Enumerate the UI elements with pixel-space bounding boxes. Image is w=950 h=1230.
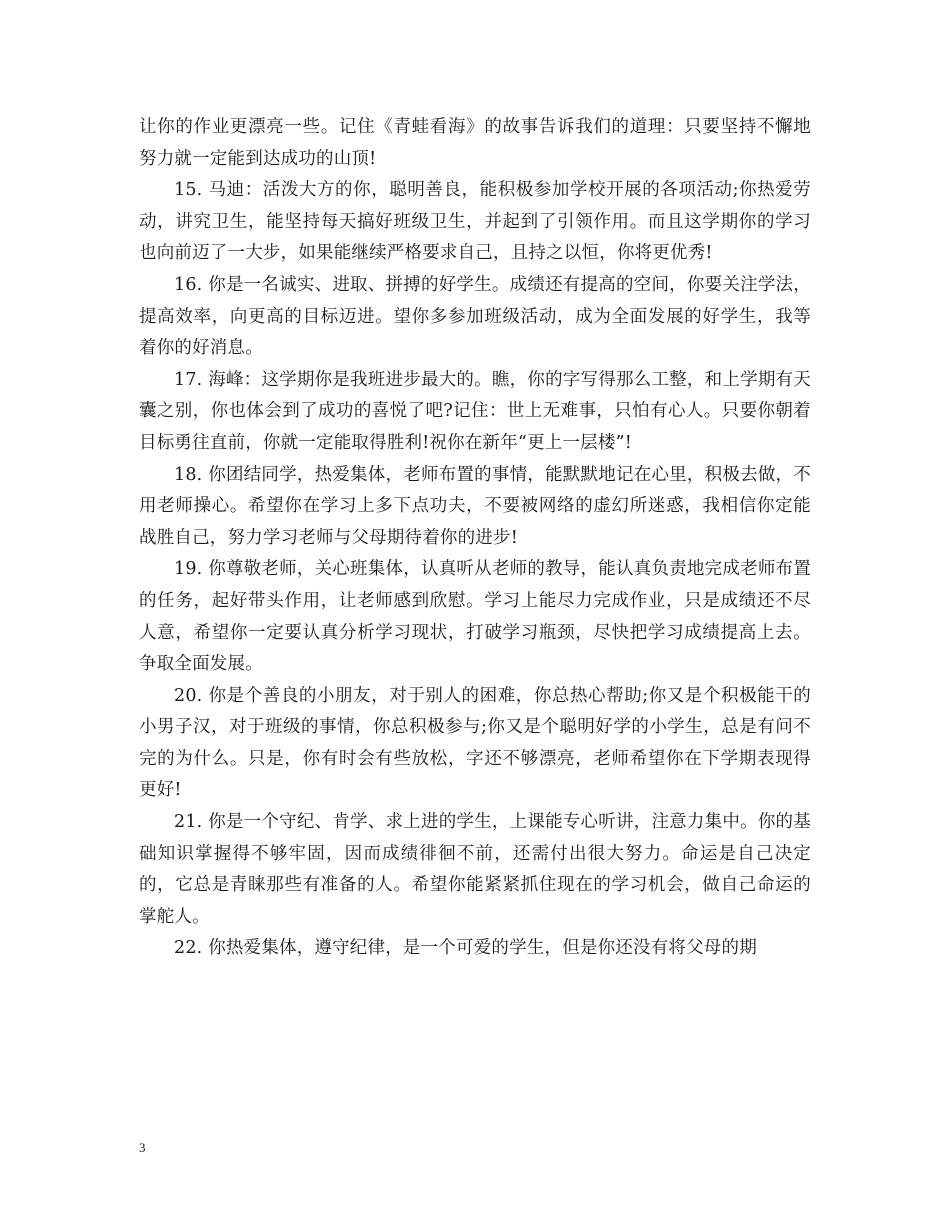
paragraph-item-16: 16. 你是一名诚实、进取、拼搏的好学生。成绩还有提高的空间，你要关注学法，提高效率，向更高的目标迈进。望你多参加班级活动，成为全面发展的好学生，我等着你的好消息。 — [139, 274, 811, 359]
paragraph-item-18: 18. 你团结同学，热爱集体，老师布置的事情，能默默地记在心里，积极去做，不用老师操心。希望你在学习上多下点功夫，不要被网络的虚幻所迷惑，我相信你定能战胜自己，努力学习老师与父母期待着你的进步! — [139, 464, 811, 548]
page-number: 3 — [139, 1140, 146, 1155]
paragraph-item-22: 22. 你热爱集体，遵守纪律，是一个可爱的学生，但是你还没有将父母的期 — [174, 938, 757, 959]
paragraph-item-19: 19. 你尊敬老师，关心班集体，认真听从老师的教导，能认真负责地完成老师布置的任务，起好带头作用，让老师感到欣慰。学习上能尽力完成作业，只是成绩还不尽人意，希望你一定要认真分析学习现状，打破学习瓶颈，尽快把学习成绩提高上去。争取全面发展。 — [139, 559, 811, 675]
paragraph-item-21: 21. 你是一个守纪、肯学、求上进的学生，上课能专心听讲，注意力集中。你的基础知识掌握得不够牢固，因而成绩徘徊不前，还需付出很大努力。命运是自己决定的，它总是青睐那些有准备的人。希望你能紧紧抓住现在的学习机会，做自己命运的掌舵人。 — [139, 812, 811, 927]
document-body — [139, 112, 811, 965]
paragraph-item-20: 20. 你是个善良的小朋友，对于别人的困难，你总热心帮助;你又是个积极能干的小男子汉，对于班级的事情，你总积极参与;你又是个聪明好学的小学生，总是有问不完的为什么。只是，你有时会有些放松，字还不够漂亮，老师希望你在下学期表现得更好! — [139, 685, 811, 801]
paragraph-item-15: 15. 马迪：活泼大方的你，聪明善良，能积极参加学校开展的各项活动;你热爱劳动，讲究卫生，能坚持每天搞好班级卫生，并起到了引领作用。而且这学期你的学习也向前迈了一大步，如果能继续严格要求自己，且持之以恒，你将更优秀! — [139, 180, 811, 264]
paragraph-item-17: 17. 海峰：这学期你是我班进步最大的。瞧，你的字写得那么工整，和上学期有天囊之别，你也体会到了成功的喜悦了吧?记住：世上无难事，只怕有心人。只要你朝着目标勇往直前，你就一定能取得胜利!祝你在新年“更上一层楼”! — [139, 369, 811, 453]
paragraph-continuation: 让你的作业更漂亮一些。记住《青蛙看海》的故事告诉我们的道理：只要坚持不懈地努力就一定能到达成功的山顶! — [139, 117, 811, 169]
